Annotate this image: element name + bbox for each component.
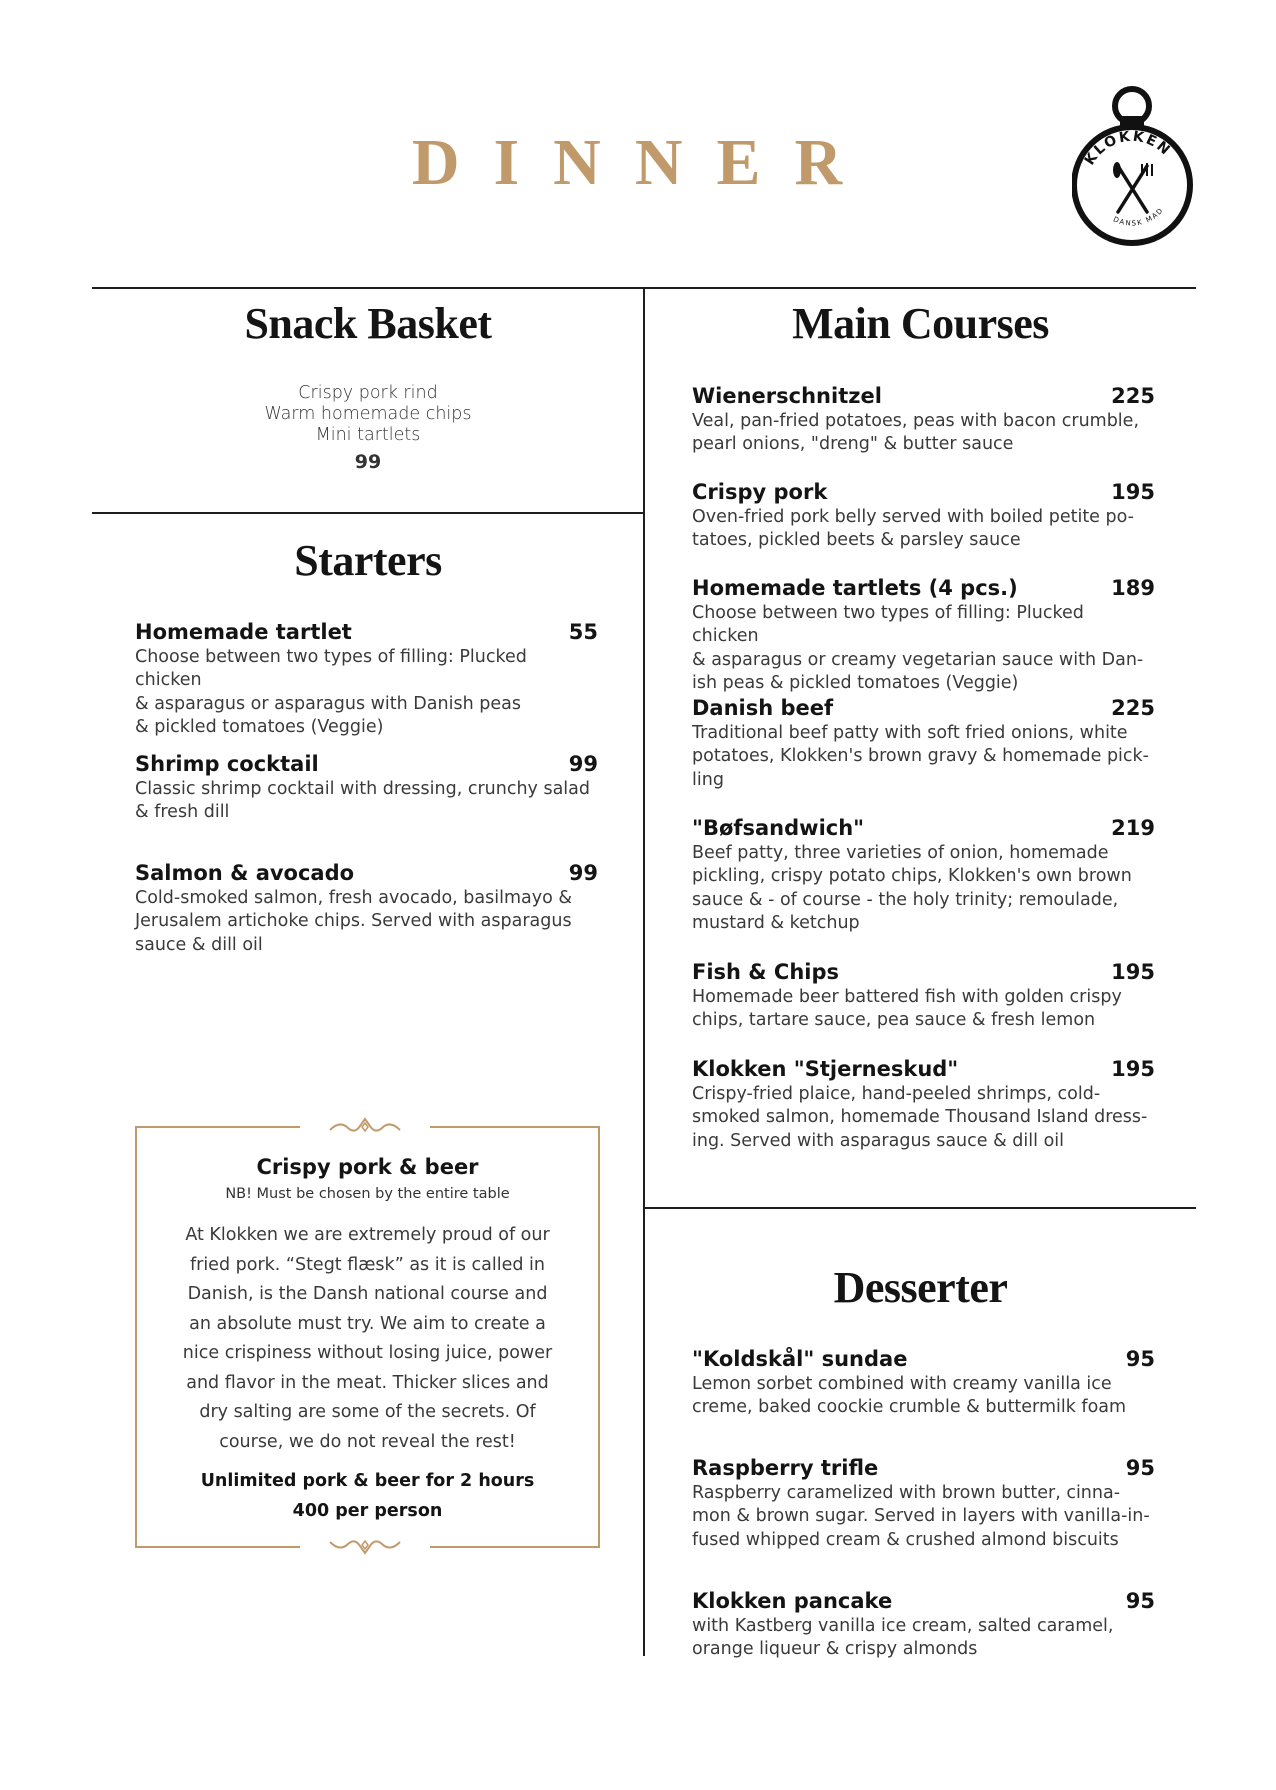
dish-price: 195	[1111, 480, 1155, 504]
dish-price: 99	[568, 752, 598, 776]
starters-heading: Starters	[294, 536, 442, 585]
dish-price: 225	[1111, 384, 1155, 408]
dish-name: Homemade tartlets (4 pcs.)	[692, 576, 1018, 600]
snack-item: Warm homemade chips	[264, 404, 472, 424]
menu-item	[692, 1056, 1155, 1153]
menu-item	[135, 860, 598, 957]
main-courses-heading: Main Courses	[792, 299, 1049, 348]
menu-item	[692, 1588, 1155, 1662]
dish-price: 95	[1125, 1456, 1155, 1480]
menu-item	[692, 695, 1155, 792]
dish-price: 219	[1111, 816, 1155, 840]
dish-name: Danish beef	[692, 696, 834, 720]
dish-price: 95	[1125, 1589, 1155, 1613]
dish-description: Oven-fried pork belly served with boiled petite po- tatoes, pickled beets & parsley sauce	[692, 507, 1134, 551]
special-offer-text: Unlimited pork & beer for 2 hours	[200, 1471, 535, 1491]
logo-tagline-text: DANSK MAD	[1111, 205, 1166, 228]
special-offer	[135, 1467, 600, 1526]
dish-description: Raspberry caramelized with brown butter, cinna- mon & brown sugar. Served in layers with vanilla-in- fused whipped cream & crushed almond biscuits	[692, 1483, 1150, 1550]
dessert-divider	[645, 1207, 1196, 1209]
dish-price: 189	[1111, 576, 1155, 600]
snack-item: Crispy pork rind	[298, 383, 438, 403]
menu-item	[692, 1455, 1155, 1552]
dish-description: Classic shrimp cocktail with dressing, crunchy salad & fresh dill	[135, 779, 590, 823]
menu-item	[692, 959, 1155, 1033]
dish-name: Wienerschnitzel	[692, 384, 882, 408]
menu-item	[135, 751, 598, 825]
page-title: DINNER	[411, 126, 877, 199]
column-divider	[643, 289, 645, 1656]
dish-description: Choose between two types of filling: Plucked chicken & asparagus or creamy vegetarian sauce with Dan- ish peas & pickled tomatoes (Veggie)	[692, 603, 1144, 693]
dish-description: Cold-smoked salmon, fresh avocado, basilmayo & Jerusalem artichoke chips. Served with asparagus sauce & dill oil	[135, 888, 573, 955]
dish-name: Shrimp cocktail	[135, 752, 319, 776]
snack-item: Mini tartlets	[315, 425, 421, 445]
menu-item	[692, 383, 1155, 457]
dish-description: Lemon sorbet combined with creamy vanilla ice creme, baked coockie crumble & buttermilk foam	[692, 1374, 1127, 1418]
menu-item	[692, 815, 1155, 935]
dish-description: Beef patty, three varieties of onion, homemade pickling, crispy potato chips, Klokken's own brown sauce & - of course - the holy trinity; remoulade, mustard & ketchup	[692, 843, 1132, 933]
dish-name: "Koldskål" sundae	[692, 1347, 908, 1371]
special-note: NB! Must be chosen by the entire table	[225, 1186, 510, 1202]
dish-description: Traditional beef patty with soft fried onions, white potatoes, Klokken's brown gravy & homemade pick- ling	[692, 723, 1149, 790]
dish-description: Veal, pan-fried potatoes, peas with bacon crumble, pearl onions, "dreng" & butter sauce	[692, 411, 1140, 455]
dish-name: Klokken pancake	[692, 1589, 893, 1613]
dish-name: Klokken "Stjerneskud"	[692, 1057, 959, 1081]
clock-logo-icon	[1072, 86, 1196, 248]
dish-description: Choose between two types of filling: Plucked chicken & asparagus or asparagus with Danish peas & pickled tomatoes (Veggie)	[135, 647, 527, 737]
dish-name: Crispy pork	[692, 480, 828, 504]
menu-item	[692, 479, 1155, 553]
dish-description: Homemade beer battered fish with golden crispy chips, tartare sauce, pea sauce & fresh lemon	[692, 987, 1122, 1031]
dish-name: Salmon & avocado	[135, 861, 355, 885]
dish-price: 99	[568, 861, 598, 885]
special-description: At Klokken we are extremely proud of our fried pork. “Stegt flæsk” as it is called in Danish, is the Dansh national course and an absolute must try. We aim to create a nice crispiness without losing juice, power and flavor in the meat. Thicker slices and dry salting are some of the secrets. Of course, we do not reveal the rest!	[182, 1225, 553, 1452]
logo-brand-text: KLOKKEN	[1081, 128, 1175, 169]
dish-name: Raspberry trifle	[692, 1456, 879, 1480]
menu-item	[692, 1346, 1155, 1420]
dish-description: Crispy-fried plaice, hand-peeled shrimps, cold- smoked salmon, homemade Thousand Island dress- ing. Served with asparagus sauce & dill oil	[692, 1084, 1148, 1151]
snack-price: 99	[354, 451, 382, 473]
special-price: 400 per person	[292, 1500, 443, 1521]
dish-description: with Kastberg vanilla ice cream, salted caramel, orange liqueur & crispy almonds	[692, 1616, 1114, 1660]
menu-item	[135, 619, 598, 739]
dish-name: Homemade tartlet	[135, 620, 352, 644]
menu-item	[692, 575, 1155, 695]
desserts-heading: Desserter	[833, 1263, 1008, 1312]
snack-basket-list	[92, 383, 644, 473]
dish-price: 95	[1125, 1347, 1155, 1371]
dish-price: 195	[1111, 1057, 1155, 1081]
snack-divider	[92, 512, 643, 514]
ornament-top-icon	[300, 1116, 430, 1136]
special-title: Crispy pork & beer	[256, 1155, 479, 1179]
dish-name: "Bøfsandwich"	[692, 816, 865, 840]
dish-price: 225	[1111, 696, 1155, 720]
dish-price: 55	[568, 620, 598, 644]
ornament-bottom-icon	[300, 1536, 430, 1556]
snack-basket-heading: Snack Basket	[244, 299, 492, 348]
dish-name: Fish & Chips	[692, 960, 840, 984]
dish-price: 195	[1111, 960, 1155, 984]
